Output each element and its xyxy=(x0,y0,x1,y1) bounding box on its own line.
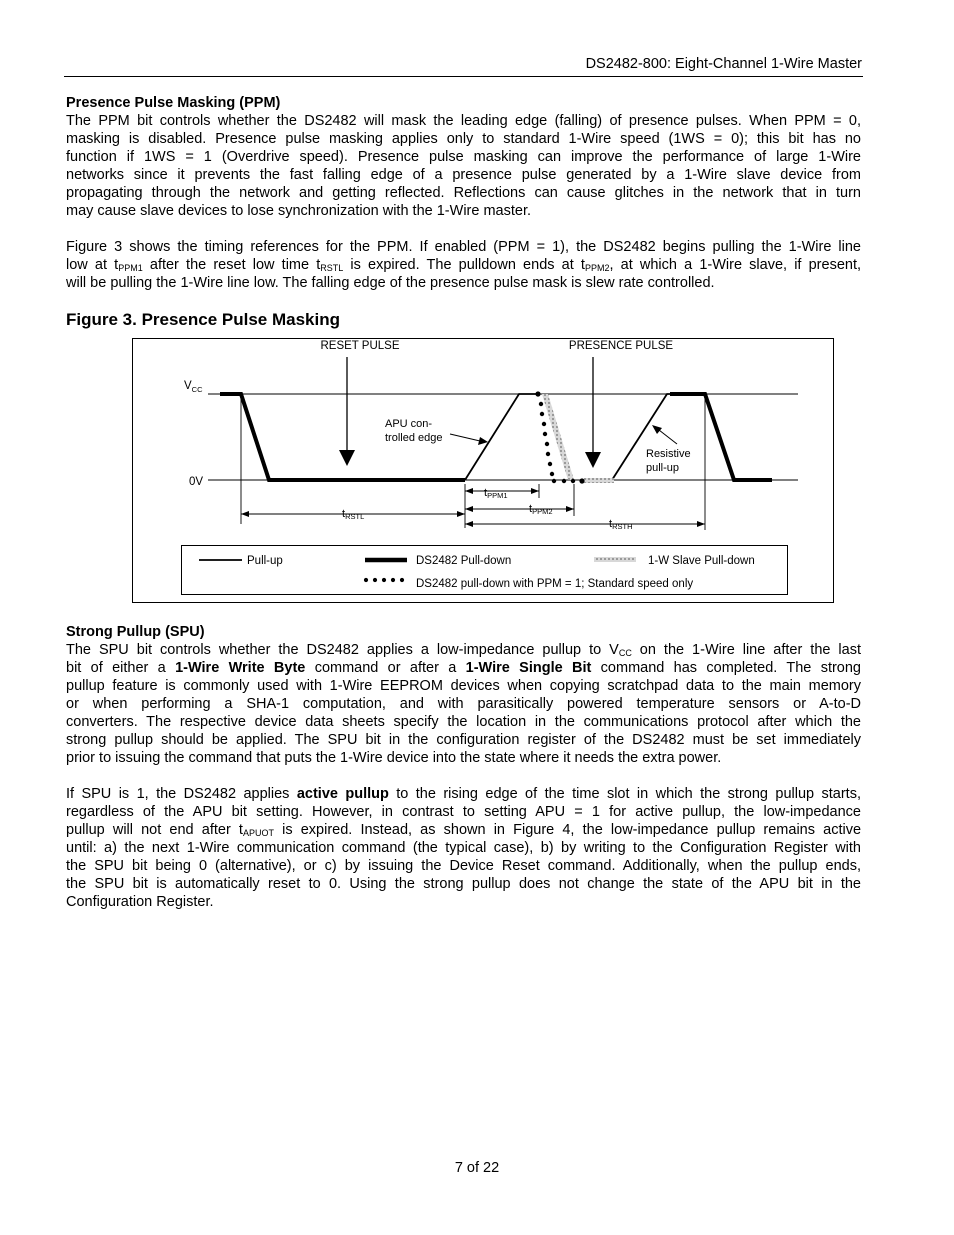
ppm-p2-line: low at $t_{PPM1}$ after the reset low time $t_{RSTL}$ is expired. The pulldown ends at $t_{PPM2}$, at which a 1-Wire slave, if present, xyxy=(66,257,862,273)
spu-p1-line: or when performing a SHA-1 computation, and with parasitically powered temperature sensors or A-to-D xyxy=(66,696,861,712)
legend-ppm-label: DS2482 pull-down with PPM = 1; Standard speed only xyxy=(416,578,694,590)
ppm-p1-line: networks since it prevents the fast falling edge of a presence pulse generated by a 1-Wire slave device from xyxy=(66,167,861,183)
t-ppm2-label: tPPM2 xyxy=(529,503,553,516)
legend-slave-swatch xyxy=(594,557,636,562)
page-number: 7 of 22 xyxy=(454,1160,500,1176)
spu-p1-line: converters. The respective device data sheets specify the location in the communications protocol after which the xyxy=(66,714,861,730)
resistive-label-line-1: Resistive xyxy=(646,448,691,460)
spu-p1-line: pullup feature is commonly used with 1-Wire EEPROM devices when copying scratchpad data to the main memory xyxy=(66,678,861,694)
vcc-label: $V_{CC}$ xyxy=(184,380,203,394)
timing-arrowheads xyxy=(241,488,705,527)
ppm-p2-line: Figure 3 shows the timing references for the PPM. If enabled (PPM = 1), the DS2482 begins pulling the 1-Wire line xyxy=(66,239,861,255)
ppm-p1-line: masking is disabled. Presence pulse masking applies only to standard 1-Wire speed (1WS = 0); this bit has no xyxy=(66,131,861,147)
spu-p2-line: If SPU is 1, the DS2482 applies active pullup to the rising edge of the time slot in which the strong pullup starts, xyxy=(66,786,861,802)
ppm-p2-line: will be pulling the 1-Wire line low. The falling edge of the presence pulse mask is slew rate controlled. xyxy=(66,275,715,291)
spu-section xyxy=(66,623,861,911)
slave-falling-edge xyxy=(542,394,574,480)
strong-pulldown-trace xyxy=(670,394,772,480)
spu-p2-line: the SPU bit being 0 (alternative), or c) by issuing the Device Reset command. Additionally, when the pullup ends, xyxy=(66,858,861,874)
ppm-paragraph-2 xyxy=(66,238,861,292)
apu-rising-edge xyxy=(465,394,539,480)
spu-p2-line: until: a) the next 1-Wire communication command (the typical case), b) by writing to the Configuration Register with xyxy=(66,840,861,856)
apu-pointer-head xyxy=(478,437,488,445)
spu-heading: Strong Pullup (SPU) xyxy=(66,624,205,640)
presence-pulse-masking-figure xyxy=(132,338,834,603)
document-header: DS2482-800: Eight-Channel 1-Wire Master xyxy=(585,56,862,72)
ppm-p1-line: The PPM bit controls whether the DS2482 will mask the leading edge (falling) of presence pulses. When PPM = 0, xyxy=(66,113,861,129)
resistive-pointer-head xyxy=(652,425,662,434)
resistive-pointer xyxy=(659,430,677,444)
reset-pulse-arrowhead xyxy=(339,450,355,466)
ppm-paragraph-1 xyxy=(66,112,861,220)
legend-slave-label: 1-W Slave Pull-down xyxy=(648,555,755,567)
reset-pulse-label: RESET PULSE xyxy=(320,340,400,352)
ppm-p1-line: may cause slave devices to lose synchronization with the 1-Wire master. xyxy=(66,203,532,219)
slave-low-segment xyxy=(584,478,614,483)
spu-p1-line: prior to issuing the command that puts the 1-Wire device into the state where it needs the extra power. xyxy=(66,750,722,766)
spu-p1-line: The SPU bit controls whether the DS2482 applies a low-impedance pullup to $V_{CC}$ on the 1-Wire line after the last xyxy=(66,642,861,658)
spu-paragraph-2 xyxy=(66,785,861,911)
presence-pulse-label: PRESENCE PULSE xyxy=(568,340,674,352)
resistive-label-line-2: pull-up xyxy=(646,462,680,474)
apu-label-line-1: APU con- xyxy=(385,418,433,430)
legend-ppm-swatch xyxy=(364,578,404,582)
spu-p1-line: strong pullup should be applied. The SPU bit in the configuration register of the DS2482 must be set immediately xyxy=(66,732,861,748)
figure-title: Figure 3. Presence Pulse Masking xyxy=(66,310,341,329)
t-ppm1-label: tPPM1 xyxy=(484,487,508,500)
ppm-heading: Presence Pulse Masking (PPM) xyxy=(66,95,281,111)
zero-volt-label: 0V xyxy=(189,476,204,488)
header-rule xyxy=(64,76,863,77)
spu-p2-line: Configuration Register. xyxy=(66,894,214,910)
apu-label-line-2: trolled edge xyxy=(385,432,443,444)
ppm-section xyxy=(66,94,861,292)
ppm-p1-line: propagating through the network and getting reflected. Reflections can cause glitches in the network that in turn xyxy=(66,185,861,201)
ppm-p1-line: function if 1WS = 1 (Overdrive speed). Presence pulse masking can improve the performance of large 1-Wire xyxy=(66,149,861,165)
spu-paragraph-1 xyxy=(66,641,861,767)
t-rsth-label: tRSTH xyxy=(609,518,633,531)
spu-p1-line: bit of either a 1-Wire Write Byte command or after a 1-Wire Single Bit command has completed. The strong xyxy=(66,660,861,676)
presence-pulse-arrowhead xyxy=(585,452,601,468)
spu-p2-line: pullup will not end after $t_{APUOT}$ is expired. Instead, as shown in Figure 4, the low-impedance pullup remains active xyxy=(66,822,862,838)
apu-pointer xyxy=(450,434,480,441)
legend-pullup-label: Pull-up xyxy=(247,555,283,567)
spu-p2-line: the SPU bit is automatically reset to 0. Using the strong pullup does not change the state of the APU bit in the xyxy=(66,876,861,892)
t-rstl-label: tRSTL xyxy=(342,508,365,521)
legend-ds-pulldown-label: DS2482 Pull-down xyxy=(416,555,512,567)
spu-p2-line: regardless of the APU bit setting. However, in contrast to setting APU = 1 for active pullup, the low-impedance xyxy=(66,804,861,820)
